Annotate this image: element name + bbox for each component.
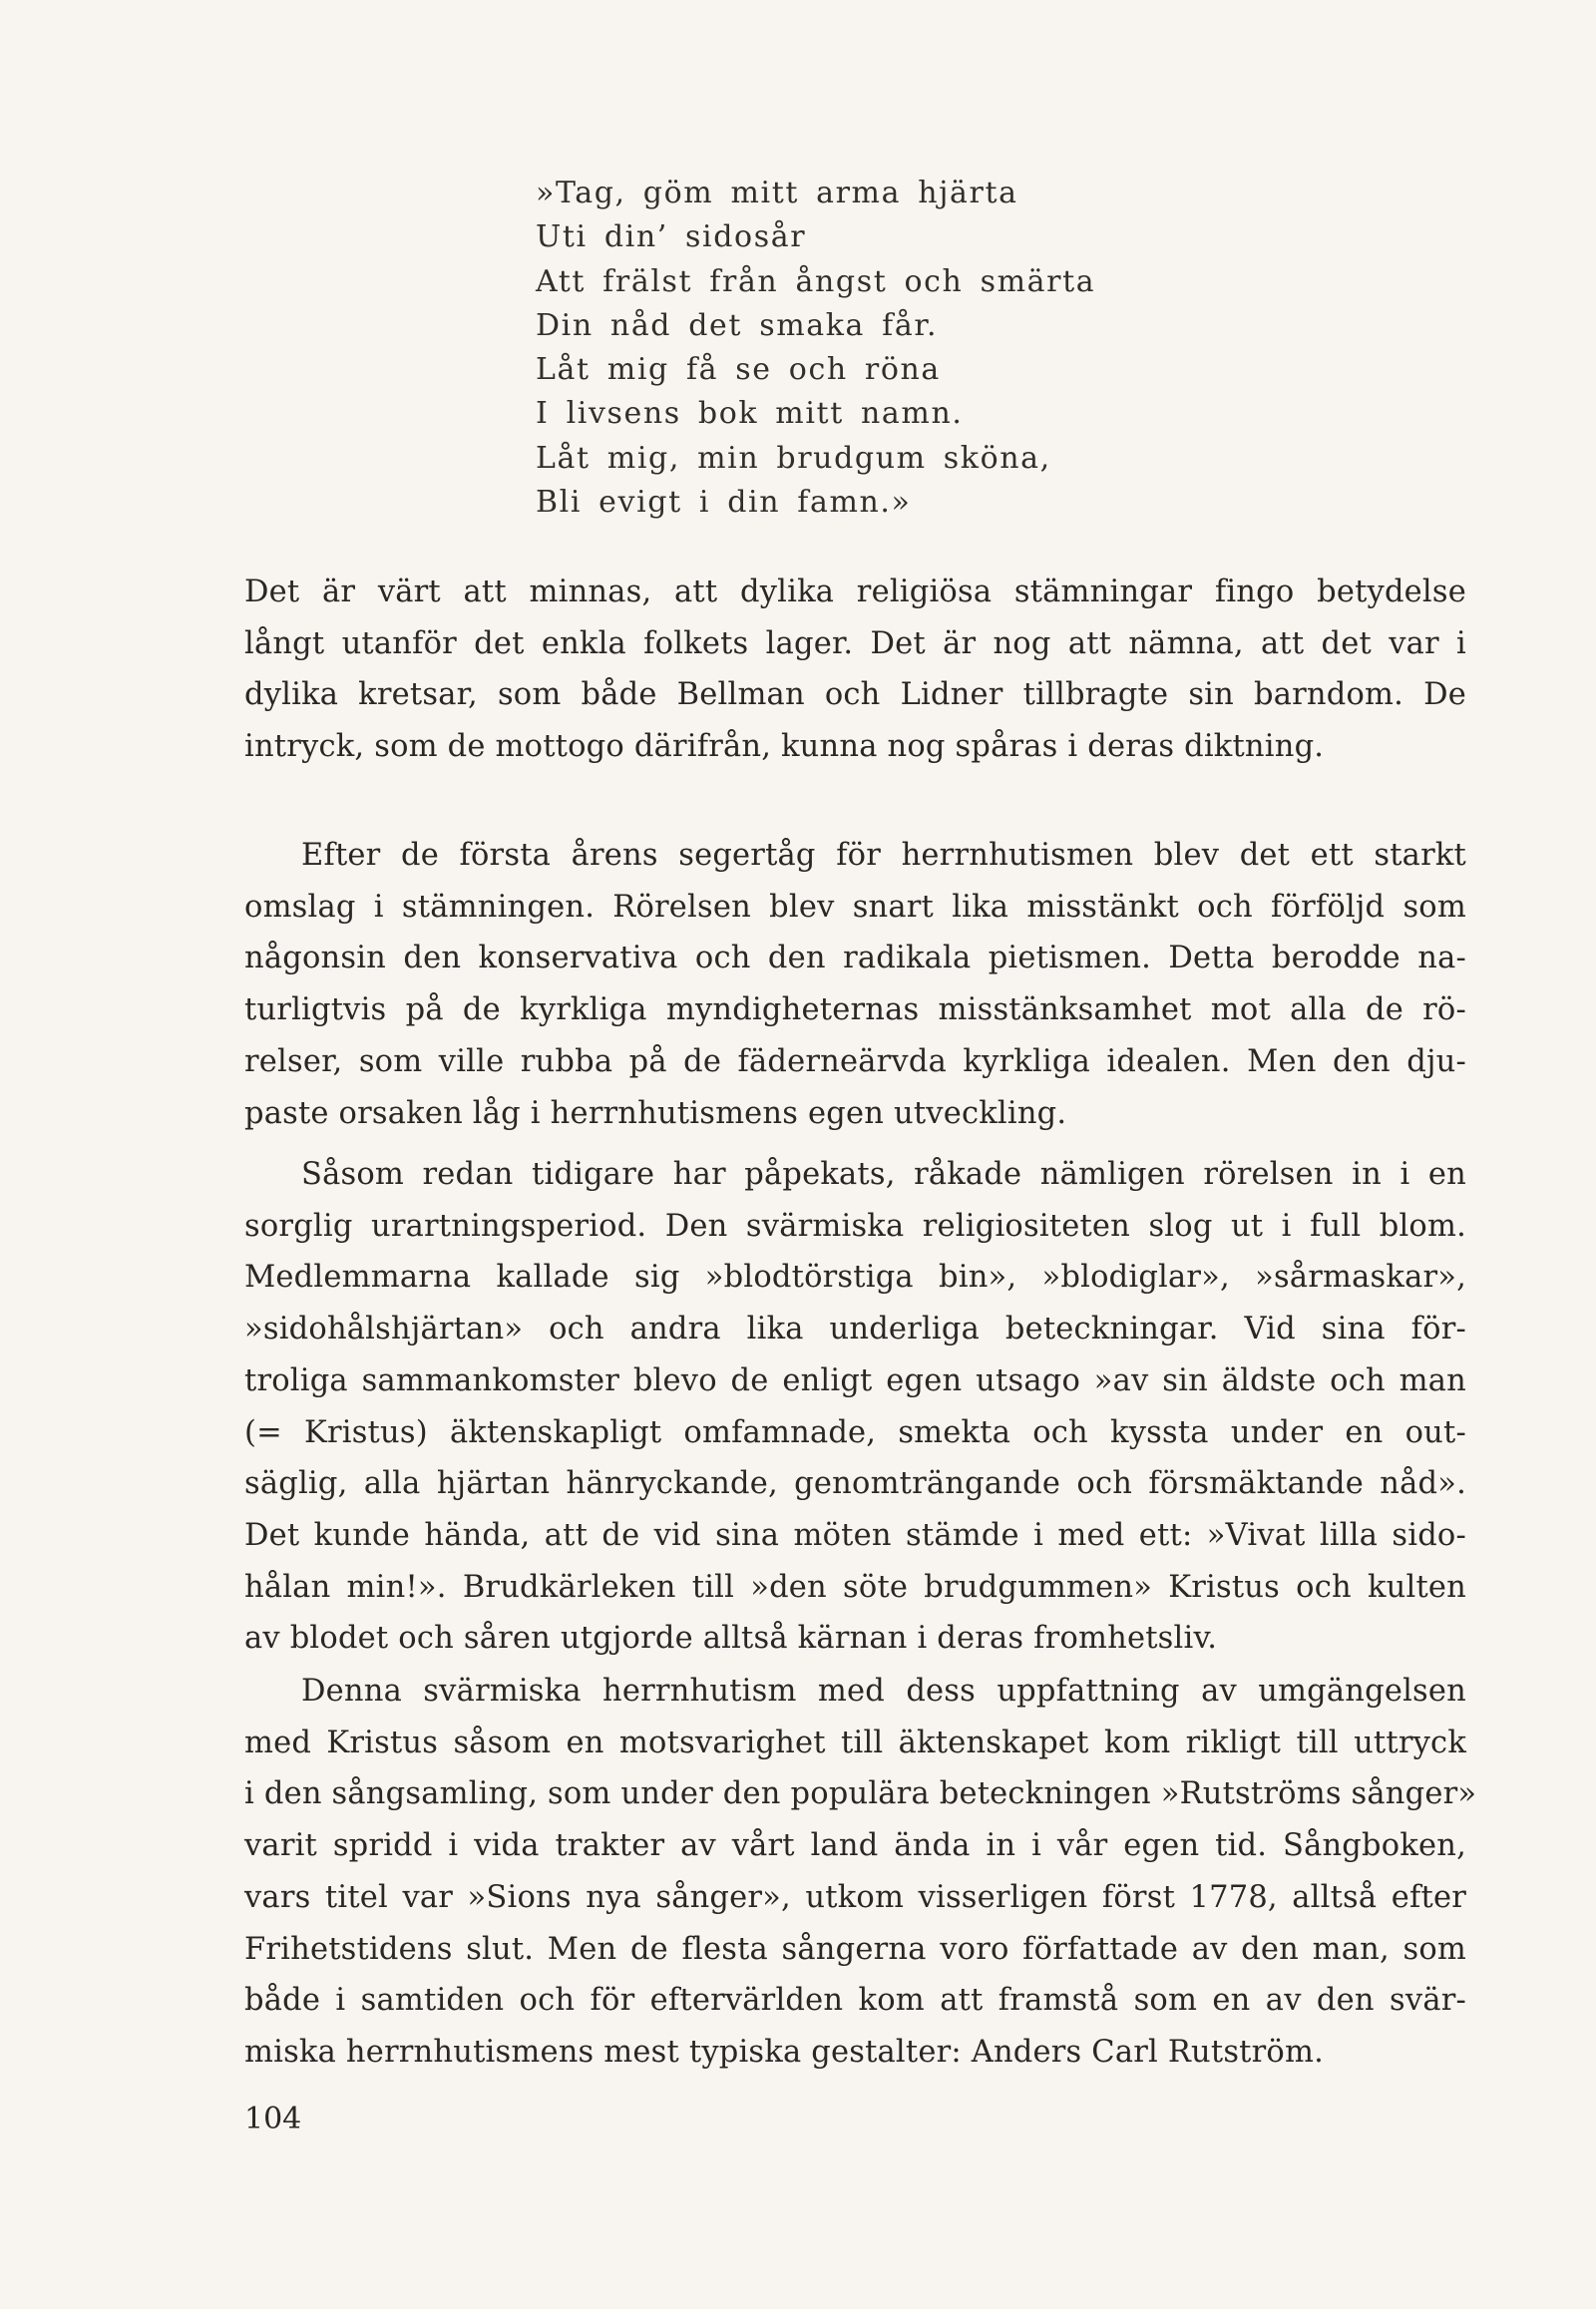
text-line: miska herrnhutismens mest typiska gestalter: Anders Carl Rutström. [244,2034,1324,2070]
poem-line: Din nåd det smaka får. [536,307,939,343]
poem-line: Att frälst från ångst och smärta [536,263,1096,299]
text-line: dylika kretsar, som både Bellman och Lidner tillbragte sin barndom. De [244,677,1466,713]
poem-line: Låt mig få se och röna [536,352,941,388]
text-line: både i samtiden och för eftervärlden kom att framstå som en av den svär- [244,1983,1466,2019]
text-line: vars titel var »Sions nya sånger», utkom visserligen först 1778, alltså efter [244,1879,1466,1915]
text-line: troliga sammankomster blevo de enligt egen utsago »av sin äldste och man [244,1362,1466,1398]
text-line: relser, som ville rubba på de fäderneärvda kyrkliga idealen. Men den dju- [244,1043,1466,1079]
text-line: paste orsaken låg i herrnhutismens egen utveckling. [244,1095,1067,1131]
poem-line: I livsens bok mitt namn. [536,396,964,432]
paragraph-4 [244,1666,1477,2079]
poem-line: Bli evigt i din famn.» [536,485,912,521]
text-line: säglig, alla hjärtan hänryckande, genomträngande och försmäktande nåd». [244,1466,1466,1502]
text-line: i den sångsamling, som under den populära beteckningen »Rutströms sånger» [244,1776,1477,1812]
text-line: med Kristus såsom en motsvarighet till äktenskapet kom rikligt till uttryck [244,1725,1466,1760]
text-line: Det kunde hända, att de vid sina möten stämde i med ett: »Vivat lilla sido- [244,1517,1466,1553]
text-line: Medlemmarna kallade sig »blodtörstiga bin», »blodiglar», »sårmaskar», [244,1260,1466,1296]
poem-line: Låt mig, min brudgum sköna, [536,440,1051,476]
text-line: intryck, som de mottogo därifrån, kunna nog spåras i deras diktning. [244,729,1325,765]
text-line: omslag i stämningen. Rörelsen blev snart lika misstänkt och förföljd som [244,889,1466,925]
text-line: Såsom redan tidigare har påpekats, råkade nämligen rörelsen in i en [301,1157,1466,1192]
text-line: långt utanför det enkla folkets lager. Det är nog att nämna, att det var i [244,625,1466,661]
text-line: hålan min!». Brudkärleken till »den söte brudgummen» Kristus och kulten [244,1569,1466,1605]
poem-line: Uti din’ sidosår [536,219,807,255]
page-number: 104 [244,2102,302,2136]
text-line: av blodet och såren utgjorde alltså kärnan i deras fromhetsliv. [244,1621,1218,1657]
text-line: turligtvis på de kyrkliga myndigheternas misstänksamhet mot alla de rö- [244,992,1466,1028]
text-line: Frihetstidens slut. Men de flesta sångerna voro författade av den man, som [244,1931,1466,1967]
poem-line: »Tag, göm mitt arma hjärta [536,176,1018,210]
paragraph-2 [244,830,1466,1139]
text-line: sorglig urartningsperiod. Den svärmiska religiositeten slog ut i full blom. [244,1208,1466,1244]
poem-stanza [536,172,1234,525]
text-line: Efter de första årens segertåg för herrnhutismen blev det ett starkt [301,838,1466,873]
paragraph-3 [244,1149,1466,1665]
text-line: varit spridd i vida trakter av vårt land ända in i vår egen tid. Sångboken, [244,1828,1466,1864]
text-line: Denna svärmiska herrnhutism med dess uppfattning av umgängelsen [301,1674,1466,1709]
text-line: Det är värt att minnas, att dylika religiösa stämningar fingo betydelse [244,575,1466,609]
text-line: någonsin den konservativa och den radikala pietismen. Detta berodde na- [244,941,1466,976]
paragraph-1 [244,567,1466,773]
text-line: (= Kristus) äktenskapligt omfamnade, smekta och kyssta under en out- [244,1414,1466,1450]
text-line: »sidohålshjärtan» och andra lika underliga beteckningar. Vid sina för- [244,1312,1466,1347]
